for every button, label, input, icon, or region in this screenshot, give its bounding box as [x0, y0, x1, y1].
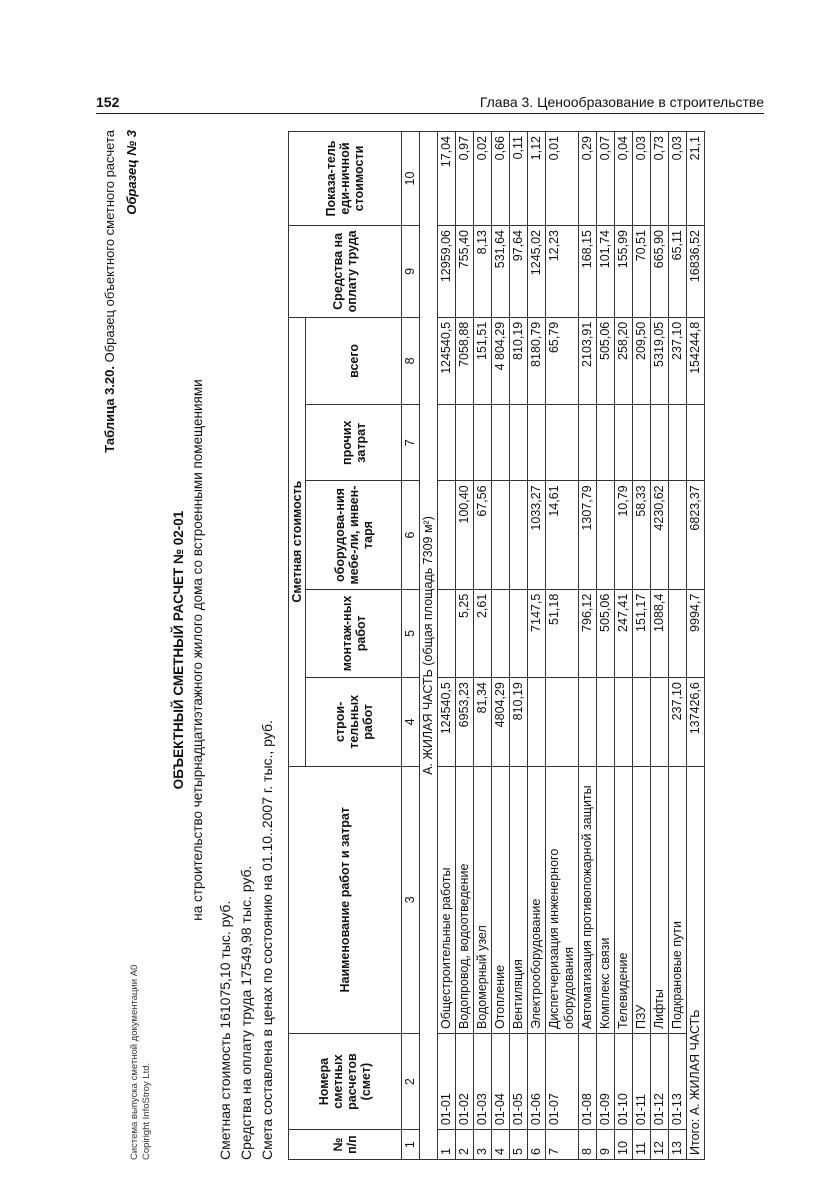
table-row — [438, 132, 456, 1160]
construction-cost: 124540,5 — [438, 678, 456, 766]
labor-funds: 155,99 — [615, 226, 633, 318]
other-cost — [615, 405, 633, 481]
construction-cost — [546, 678, 579, 766]
total-cost: 209,50 — [633, 317, 651, 404]
other-cost — [474, 405, 492, 481]
installation-cost: 51,18 — [546, 589, 579, 677]
section-row — [420, 132, 438, 1160]
construction-cost — [579, 678, 597, 766]
labor-funds: 65,11 — [669, 226, 687, 318]
unit-indicator: 0,04 — [615, 132, 633, 226]
row-number: 6 — [528, 1130, 546, 1160]
work-name: Диспетчеризация инженерного оборудования — [546, 766, 579, 1033]
page-header — [96, 94, 764, 114]
row-number: 2 — [456, 1130, 474, 1160]
work-name: Комплекс связи — [597, 766, 615, 1033]
total-cost: 8180,79 — [528, 317, 546, 404]
table-label-text: Образец объектного сметного расчета — [102, 130, 117, 366]
estimated-cost: Сметная стоимость 161075,10 тыс. руб. — [217, 900, 233, 1160]
estimate-code: 01-09 — [597, 1034, 615, 1130]
row-number: 5 — [510, 1130, 528, 1160]
price-date-note: Смета составлена в ценах по состоянию на 01.10..2007 г. тыс., руб. — [259, 720, 275, 1160]
col-number: 6 — [402, 481, 420, 589]
row-number: 1 — [438, 1130, 456, 1160]
header-name: Наименование работ и затрат — [289, 766, 402, 1033]
equipment-cost — [669, 481, 687, 589]
work-name: Лифты — [651, 766, 669, 1033]
equipment-cost: 14,61 — [546, 481, 579, 589]
unit-indicator: 0,07 — [597, 132, 615, 226]
other-cost — [633, 405, 651, 481]
unit-indicator: 17,04 — [438, 132, 456, 226]
equipment-cost: 10,79 — [615, 481, 633, 589]
header-rule — [96, 113, 764, 114]
row-number: 9 — [597, 1130, 615, 1160]
work-name: Отопление — [492, 766, 510, 1033]
construction-cost — [615, 678, 633, 766]
construction-cost: 4804,29 — [492, 678, 510, 766]
other-cost — [546, 405, 579, 481]
labor-funds: 8,13 — [474, 226, 492, 318]
page-number: 152 — [96, 94, 120, 110]
unit-indicator: 0,73 — [651, 132, 669, 226]
row-number: 4 — [492, 1130, 510, 1160]
total-cost: 505,06 — [597, 317, 615, 404]
labor-funds: 1245,02 — [528, 226, 546, 318]
other-cost — [651, 405, 669, 481]
estimate-code: 01-10 — [615, 1034, 633, 1130]
header-row — [289, 132, 306, 1160]
construction-cost — [651, 678, 669, 766]
system-note-line: Copiright InfoStroy Ltd. — [141, 1062, 152, 1160]
installation-cost: 151,17 — [633, 589, 651, 677]
installation-cost — [510, 589, 528, 677]
table-row — [615, 132, 633, 1160]
construction-cost: 6953,23 — [456, 678, 474, 766]
col-number: 7 — [402, 405, 420, 481]
other-cost — [579, 405, 597, 481]
other-cost — [669, 405, 687, 481]
total-installation: 9994,7 — [687, 589, 705, 677]
unit-indicator: 0,03 — [669, 132, 687, 226]
labor-funds: 70,51 — [633, 226, 651, 318]
work-name: Телевидение — [615, 766, 633, 1033]
row-number: 13 — [669, 1130, 687, 1160]
unit-indicator: 0,11 — [510, 132, 528, 226]
total-labor: 16836,52 — [687, 226, 705, 318]
installation-cost — [492, 589, 510, 677]
estimate-code: 01-05 — [510, 1034, 528, 1130]
equipment-cost: 58,33 — [633, 481, 651, 589]
installation-cost: 796,12 — [579, 589, 597, 677]
col-number: 2 — [402, 1034, 420, 1130]
installation-cost: 505,06 — [597, 589, 615, 677]
work-name: Автоматизация противопожарной защиты — [579, 766, 597, 1033]
total-cost: 7058,88 — [456, 317, 474, 404]
estimate-code: 01-12 — [651, 1034, 669, 1130]
labor-funds: 97,64 — [510, 226, 528, 318]
total-row — [687, 132, 705, 1160]
total-other — [687, 405, 705, 481]
total-cost: 237,10 — [669, 317, 687, 404]
col-number: 8 — [402, 317, 420, 404]
estimate-code: 01-08 — [579, 1034, 597, 1130]
equipment-cost — [438, 481, 456, 589]
equipment-cost: 1033,27 — [528, 481, 546, 589]
header-construction: строи-тельных работ — [306, 678, 402, 766]
estimate-code: 01-03 — [474, 1034, 492, 1130]
equipment-cost: 67,56 — [474, 481, 492, 589]
equipment-cost: 1307,79 — [579, 481, 597, 589]
col-number: 4 — [402, 678, 420, 766]
estimate-table — [288, 131, 705, 1160]
header-estimates: Номера сметных расчетов (смет) — [289, 1034, 402, 1130]
col-number: 9 — [402, 226, 420, 318]
construction-cost — [528, 678, 546, 766]
estimate-code: 01-13 — [669, 1034, 687, 1130]
total-cost: 4 804,29 — [492, 317, 510, 404]
unit-indicator: 1,12 — [528, 132, 546, 226]
other-cost — [456, 405, 474, 481]
labor-funds: Средства на оплату труда 17549,98 тыс. руб. — [238, 865, 254, 1160]
document-subtitle: на строительство четырнадцатиэтажного жилого дома со встроенными помещениями — [190, 379, 205, 921]
work-name: Водомерный узел — [474, 766, 492, 1033]
row-number: 11 — [633, 1130, 651, 1160]
table-row — [492, 132, 510, 1160]
total-cost: 65,79 — [546, 317, 579, 404]
labor-funds: 531,64 — [492, 226, 510, 318]
table-row — [474, 132, 492, 1160]
work-name: Подкрановые пути — [669, 766, 687, 1033]
table-row — [510, 132, 528, 1160]
construction-cost — [633, 678, 651, 766]
installation-cost: 5,25 — [456, 589, 474, 677]
equipment-cost: 100,40 — [456, 481, 474, 589]
row-number: 3 — [474, 1130, 492, 1160]
other-cost — [492, 405, 510, 481]
labor-funds: 755,40 — [456, 226, 474, 318]
unit-indicator: 0,29 — [579, 132, 597, 226]
header-unit-indicator: Показа-тель еди-ничной стоимости — [289, 132, 402, 226]
construction-cost — [597, 678, 615, 766]
construction-cost: 237,10 — [669, 678, 687, 766]
work-name: Электрооборудование — [528, 766, 546, 1033]
unit-indicator: 0,03 — [633, 132, 651, 226]
total-cost: 258,20 — [615, 317, 633, 404]
installation-cost: 2,61 — [474, 589, 492, 677]
estimate-code: 01-11 — [633, 1034, 651, 1130]
estimate-code: 01-02 — [456, 1034, 474, 1130]
installation-cost: 247,41 — [615, 589, 633, 677]
system-note — [129, 965, 153, 1160]
header-other: прочих затрат — [306, 405, 402, 481]
table-row — [528, 132, 546, 1160]
labor-funds: 168,15 — [579, 226, 597, 318]
work-name: ПЗУ — [633, 766, 651, 1033]
row-number: 10 — [615, 1130, 633, 1160]
table-row — [579, 132, 597, 1160]
section-title — [420, 132, 438, 1160]
installation-cost — [438, 589, 456, 677]
labor-funds: 12,23 — [546, 226, 579, 318]
installation-cost — [669, 589, 687, 677]
other-cost — [597, 405, 615, 481]
system-note-line: Система выпуска сметной документации А0 — [129, 964, 140, 1160]
header-num: № п/п — [289, 1130, 402, 1160]
row-number: 8 — [579, 1130, 597, 1160]
table-row — [669, 132, 687, 1160]
table-row — [456, 132, 474, 1160]
header-installation: монтаж-ных работ — [306, 589, 402, 677]
row-number: 7 — [546, 1130, 579, 1160]
table-row — [597, 132, 615, 1160]
estimate-code: 01-07 — [546, 1034, 579, 1130]
section-title-text: А. ЖИЛАЯ ЧАСТЬ (общая площадь 7309 м²) — [421, 516, 435, 775]
total-label: Итого: А. ЖИЛАЯ ЧАСТЬ — [687, 766, 705, 1159]
equipment-cost — [597, 481, 615, 589]
col-number: 10 — [402, 132, 420, 226]
equipment-cost — [492, 481, 510, 589]
total-cost: 151,51 — [474, 317, 492, 404]
estimate-code: 01-06 — [528, 1034, 546, 1130]
unit-indicator: 0,02 — [474, 132, 492, 226]
header-labor: Средства на оплату труда — [289, 226, 402, 318]
equipment-cost — [510, 481, 528, 589]
header-equipment: оборудова-ния мебе-ли, инвен-таря — [306, 481, 402, 589]
table-row — [633, 132, 651, 1160]
column-number-row — [402, 132, 420, 1160]
work-name: Общестроительные работы — [438, 766, 456, 1033]
other-cost — [510, 405, 528, 481]
total-sum: 154244,8 — [687, 317, 705, 404]
sample-label: Образец № 3 — [124, 130, 139, 215]
rotated-content — [96, 130, 764, 1170]
other-cost — [438, 405, 456, 481]
row-number: 12 — [651, 1130, 669, 1160]
col-number: 1 — [402, 1130, 420, 1160]
table-row — [651, 132, 669, 1160]
estimate-code: 01-04 — [492, 1034, 510, 1130]
table-body — [438, 132, 687, 1160]
col-number: 5 — [402, 589, 420, 677]
total-cost: 2103,91 — [579, 317, 597, 404]
labor-funds: 665,90 — [651, 226, 669, 318]
labor-funds: 101,74 — [597, 226, 615, 318]
unit-indicator: 0,97 — [456, 132, 474, 226]
other-cost — [528, 405, 546, 481]
total-cost: 5319,05 — [651, 317, 669, 404]
installation-cost: 1088,4 — [651, 589, 669, 677]
estimate-code: 01-01 — [438, 1034, 456, 1130]
equipment-cost: 4230,62 — [651, 481, 669, 589]
header-total: всего — [306, 317, 402, 404]
work-name: Вентиляция — [510, 766, 528, 1033]
unit-indicator: 0,01 — [546, 132, 579, 226]
construction-cost: 81,34 — [474, 678, 492, 766]
col-number: 3 — [402, 766, 420, 1033]
total-unit-indicator: 21,1 — [687, 132, 705, 226]
total-equipment: 6823,37 — [687, 481, 705, 589]
total-cost: 124540,5 — [438, 317, 456, 404]
header-cost-group: Сметная стоимость — [289, 317, 306, 766]
table-label-number: Таблица 3.20. — [102, 366, 117, 453]
unit-indicator: 0,66 — [492, 132, 510, 226]
document-title: ОБЪЕКТНЫЙ СМЕТНЫЙ РАСЧЕТ № 02-01 — [171, 510, 186, 790]
installation-cost: 7147,5 — [528, 589, 546, 677]
total-construction: 137426,6 — [687, 678, 705, 766]
chapter-title: Глава 3. Ценообразование в строительстве — [479, 94, 764, 110]
table-row — [546, 132, 579, 1160]
construction-cost: 810,19 — [510, 678, 528, 766]
total-cost: 810,19 — [510, 317, 528, 404]
work-name: Водопровод, водоотведение — [456, 766, 474, 1033]
labor-funds: 12959,06 — [438, 226, 456, 318]
table-label — [102, 130, 117, 1170]
